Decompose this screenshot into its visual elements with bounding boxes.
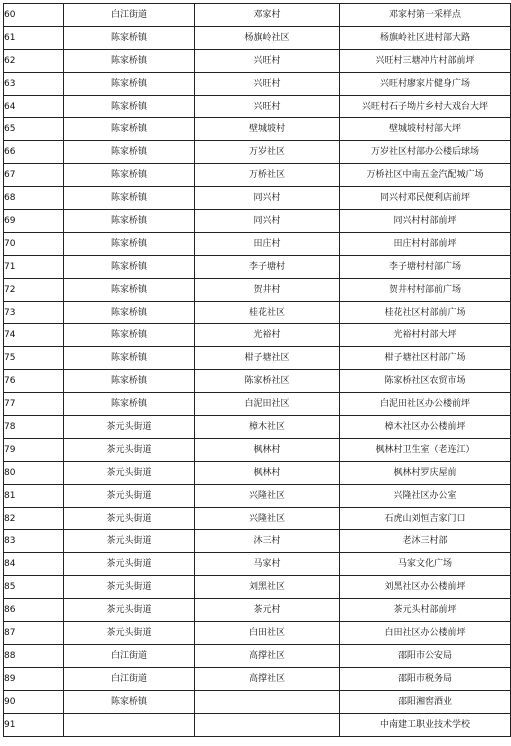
site-cell: 光裕村村部大坪 <box>340 324 511 347</box>
village-cell: 壁城坡村 <box>195 118 340 141</box>
village-cell: 高撑社区 <box>195 644 340 667</box>
village-cell: 兴隆社区 <box>195 484 340 507</box>
table-row <box>4 713 511 736</box>
table-row <box>4 324 511 347</box>
site-cell: 老沐三村部 <box>340 530 511 553</box>
village-cell: 白泥田社区 <box>195 393 340 416</box>
village-cell: 李子塘村 <box>195 255 340 278</box>
town-cell: 茶元头街道 <box>64 622 195 645</box>
village-cell: 杨旗岭社区 <box>195 26 340 49</box>
row-number: 84 <box>4 553 64 576</box>
village-cell: 同兴村 <box>195 210 340 233</box>
table-row <box>4 278 511 301</box>
town-cell <box>64 713 195 736</box>
row-number: 60 <box>4 4 64 27</box>
row-number: 85 <box>4 576 64 599</box>
table-row <box>4 347 511 370</box>
site-cell: 同兴村村部前坪 <box>340 210 511 233</box>
row-number: 75 <box>4 347 64 370</box>
village-cell: 万岁社区 <box>195 141 340 164</box>
site-cell: 同兴村邓民便利店前坪 <box>340 187 511 210</box>
row-number: 64 <box>4 95 64 118</box>
site-cell: 枫林村罗庆屋前 <box>340 461 511 484</box>
site-cell: 樟木社区办公楼前坪 <box>340 416 511 439</box>
table-row <box>4 667 511 690</box>
row-number: 70 <box>4 232 64 255</box>
site-cell: 贺井村村部前广场 <box>340 278 511 301</box>
site-cell: 万桥社区中南五金汽配城广场 <box>340 164 511 187</box>
village-cell: 兴旺村 <box>195 49 340 72</box>
table-row <box>4 690 511 713</box>
table-row <box>4 553 511 576</box>
village-cell: 枫林村 <box>195 461 340 484</box>
town-cell: 陈家桥镇 <box>64 72 195 95</box>
town-cell: 陈家桥镇 <box>64 118 195 141</box>
table-body <box>4 4 511 737</box>
table-row <box>4 393 511 416</box>
town-cell: 陈家桥镇 <box>64 324 195 347</box>
site-cell: 石虎山刘恒吉家门口 <box>340 507 511 530</box>
site-cell: 邵阳市税务局 <box>340 667 511 690</box>
site-cell: 壁城坡村村部大坪 <box>340 118 511 141</box>
village-cell: 兴隆社区 <box>195 507 340 530</box>
site-cell: 茶元头村部前坪 <box>340 599 511 622</box>
table-row <box>4 416 511 439</box>
village-cell: 樟木社区 <box>195 416 340 439</box>
town-cell: 陈家桥镇 <box>64 141 195 164</box>
town-cell: 陈家桥镇 <box>64 187 195 210</box>
village-cell: 高撑社区 <box>195 667 340 690</box>
site-cell: 中南建工职业技术学校 <box>340 713 511 736</box>
town-cell: 茶元头街道 <box>64 530 195 553</box>
row-number: 90 <box>4 690 64 713</box>
site-cell: 杨旗岭社区进村部大路 <box>340 26 511 49</box>
table-row <box>4 72 511 95</box>
table-row <box>4 530 511 553</box>
site-cell: 田庄村村部前坪 <box>340 232 511 255</box>
town-cell: 陈家桥镇 <box>64 301 195 324</box>
table-row <box>4 370 511 393</box>
row-number: 81 <box>4 484 64 507</box>
village-cell: 刘黑社区 <box>195 576 340 599</box>
table-row <box>4 49 511 72</box>
row-number: 91 <box>4 713 64 736</box>
village-cell: 柑子塘社区 <box>195 347 340 370</box>
site-cell: 枫林村卫生室（老连江） <box>340 438 511 461</box>
table-row <box>4 622 511 645</box>
site-cell: 李子塘村村部广场 <box>340 255 511 278</box>
row-number: 66 <box>4 141 64 164</box>
village-cell: 茶元村 <box>195 599 340 622</box>
table-row <box>4 141 511 164</box>
village-cell: 马家村 <box>195 553 340 576</box>
town-cell: 茶元头街道 <box>64 416 195 439</box>
town-cell: 茶元头街道 <box>64 599 195 622</box>
town-cell: 陈家桥镇 <box>64 210 195 233</box>
village-cell: 桂花社区 <box>195 301 340 324</box>
village-cell: 白田社区 <box>195 622 340 645</box>
site-cell: 邓家村第一采样点 <box>340 4 511 27</box>
table-row <box>4 255 511 278</box>
row-number: 65 <box>4 118 64 141</box>
table-row <box>4 187 511 210</box>
table-row <box>4 599 511 622</box>
row-number: 82 <box>4 507 64 530</box>
town-cell: 茶元头街道 <box>64 484 195 507</box>
village-cell: 兴旺村 <box>195 95 340 118</box>
site-cell: 刘黑社区办公楼前坪 <box>340 576 511 599</box>
town-cell: 陈家桥镇 <box>64 26 195 49</box>
village-cell: 兴旺村 <box>195 72 340 95</box>
town-cell: 白江街道 <box>64 667 195 690</box>
row-number: 72 <box>4 278 64 301</box>
row-number: 63 <box>4 72 64 95</box>
town-cell: 白江街道 <box>64 644 195 667</box>
row-number: 67 <box>4 164 64 187</box>
table-row <box>4 461 511 484</box>
table-row <box>4 438 511 461</box>
town-cell: 陈家桥镇 <box>64 255 195 278</box>
table-row <box>4 507 511 530</box>
town-cell: 陈家桥镇 <box>64 690 195 713</box>
row-number: 74 <box>4 324 64 347</box>
town-cell: 茶元头街道 <box>64 576 195 599</box>
row-number: 80 <box>4 461 64 484</box>
row-number: 83 <box>4 530 64 553</box>
village-cell <box>195 690 340 713</box>
table-row <box>4 118 511 141</box>
village-cell: 贺井村 <box>195 278 340 301</box>
sampling-site-table <box>3 3 511 737</box>
village-cell: 陈家桥社区 <box>195 370 340 393</box>
table-row <box>4 210 511 233</box>
town-cell: 陈家桥镇 <box>64 164 195 187</box>
town-cell: 茶元头街道 <box>64 507 195 530</box>
town-cell: 陈家桥镇 <box>64 232 195 255</box>
row-number: 86 <box>4 599 64 622</box>
row-number: 68 <box>4 187 64 210</box>
table-row <box>4 301 511 324</box>
village-cell: 万桥社区 <box>195 164 340 187</box>
town-cell: 陈家桥镇 <box>64 370 195 393</box>
table-row <box>4 232 511 255</box>
table-row <box>4 484 511 507</box>
row-number: 79 <box>4 438 64 461</box>
row-number: 73 <box>4 301 64 324</box>
site-cell: 陈家桥社区农贸市场 <box>340 370 511 393</box>
town-cell: 白江街道 <box>64 4 195 27</box>
town-cell: 茶元头街道 <box>64 438 195 461</box>
town-cell: 茶元头街道 <box>64 461 195 484</box>
table-row <box>4 644 511 667</box>
town-cell: 陈家桥镇 <box>64 95 195 118</box>
site-cell: 兴旺村石子坳片乡村大戏台大坪 <box>340 95 511 118</box>
row-number: 89 <box>4 667 64 690</box>
table-row <box>4 95 511 118</box>
site-cell: 桂花社区村部前广场 <box>340 301 511 324</box>
table-row <box>4 576 511 599</box>
town-cell: 陈家桥镇 <box>64 49 195 72</box>
row-number: 76 <box>4 370 64 393</box>
row-number: 61 <box>4 26 64 49</box>
row-number: 88 <box>4 644 64 667</box>
site-cell: 白田社区办公楼前坪 <box>340 622 511 645</box>
site-cell: 万岁社区村部办公楼后球场 <box>340 141 511 164</box>
site-cell: 马家文化广场 <box>340 553 511 576</box>
row-number: 62 <box>4 49 64 72</box>
village-cell <box>195 713 340 736</box>
site-cell: 兴旺村三塘冲片村部前坪 <box>340 49 511 72</box>
town-cell: 茶元头街道 <box>64 553 195 576</box>
town-cell: 陈家桥镇 <box>64 393 195 416</box>
table-row <box>4 26 511 49</box>
site-cell: 白泥田社区办公楼前坪 <box>340 393 511 416</box>
table-row <box>4 4 511 27</box>
village-cell: 同兴村 <box>195 187 340 210</box>
row-number: 71 <box>4 255 64 278</box>
village-cell: 枫林村 <box>195 438 340 461</box>
site-cell: 邵阳湘窖酒业 <box>340 690 511 713</box>
site-cell: 兴隆社区办公室 <box>340 484 511 507</box>
site-cell: 兴旺村廖家片健身广场 <box>340 72 511 95</box>
row-number: 78 <box>4 416 64 439</box>
row-number: 87 <box>4 622 64 645</box>
village-cell: 光裕村 <box>195 324 340 347</box>
village-cell: 邓家村 <box>195 4 340 27</box>
town-cell: 陈家桥镇 <box>64 278 195 301</box>
village-cell: 沐三村 <box>195 530 340 553</box>
village-cell: 田庄村 <box>195 232 340 255</box>
site-cell: 柑子塘社区村部广场 <box>340 347 511 370</box>
row-number: 69 <box>4 210 64 233</box>
row-number: 77 <box>4 393 64 416</box>
table-row <box>4 164 511 187</box>
town-cell: 陈家桥镇 <box>64 347 195 370</box>
site-cell: 邵阳市公安局 <box>340 644 511 667</box>
